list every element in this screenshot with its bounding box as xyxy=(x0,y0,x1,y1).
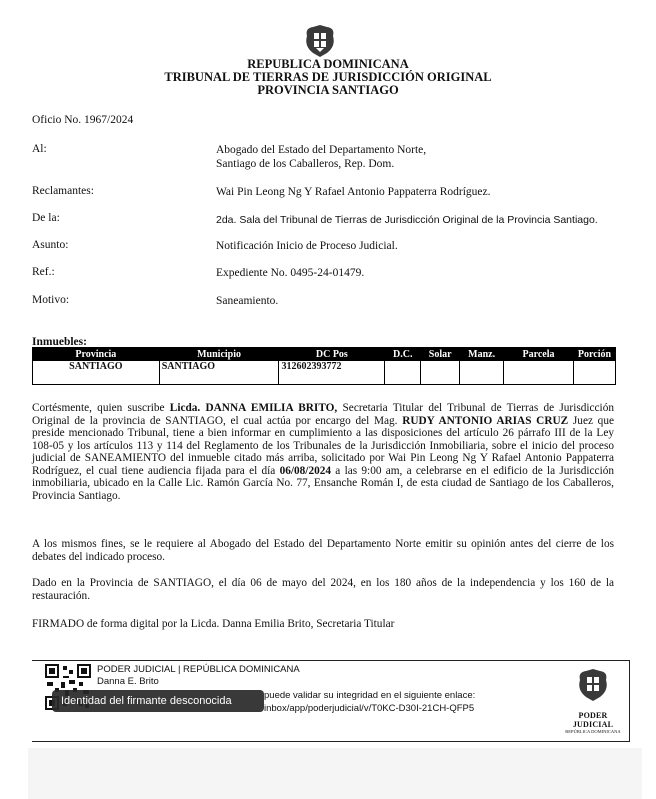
viewer-bottom-strip xyxy=(28,748,642,799)
table-header: Parcela xyxy=(504,348,574,361)
body-paragraph-2: A los mismos fines, se le requiere al Abogado del Estado del Departamento Norte emitir su opinión antes del cierre de los debates del indicado proceso. xyxy=(32,538,614,563)
header-line-2: TRIBUNAL DE TIERRAS DE JURISDICCIÓN ORIGINAL xyxy=(164,70,492,84)
validation-link[interactable]: inbox/app/poderjudicial/v/T0KC-D30I-21CH-QFP5 xyxy=(264,703,475,714)
table-header: DC Pos xyxy=(279,348,385,361)
table-cell: 312602393772 xyxy=(279,361,385,385)
body-text: a las 9:00 am, a celebrarse en el edificio de la Jurisdicción inmobiliaria, ubicado en la Calle Lic. Ramón García No. 77, Ensanche Román I, de esta ciudad de Santiago de los Caballeros, Provincia Santiago. xyxy=(32,464,615,502)
ref-label: Ref.: xyxy=(32,266,55,278)
body-text: Secretaria Titular del Tribunal de Tierras de Jurisdicción Original de la provincia de SANTIAGO, el cual actúa por encargo del Mag. xyxy=(32,402,614,427)
poder-judicial-logo xyxy=(562,668,624,734)
reclamantes-label: Reclamantes: xyxy=(32,185,94,197)
signer-identity-tooltip: Identidad del firmante desconocida xyxy=(52,690,264,712)
table-row xyxy=(33,361,616,385)
hearing-date: 06/08/2024 xyxy=(279,464,332,477)
table-cell xyxy=(504,361,574,385)
asunto-value: Notificación Inicio de Proceso Judicial. xyxy=(216,240,398,252)
logo-text-1: PODER JUDICIAL xyxy=(572,711,614,729)
motivo-value: Saneamiento. xyxy=(216,295,279,307)
table-cell: SANTIAGO xyxy=(33,361,160,385)
header-line-3: PROVINCIA SANTIAGO xyxy=(257,83,399,97)
table-cell: SANTIAGO xyxy=(159,361,279,385)
secretary-name: Licda. DANNA EMILIA BRITO, xyxy=(169,402,338,414)
header-line-1: REPUBLICA DOMINICANA xyxy=(247,57,409,71)
table-header: Manz. xyxy=(460,348,504,361)
table-header: Municipio xyxy=(159,348,279,361)
inmuebles-table xyxy=(32,347,616,385)
inmuebles-header-row xyxy=(33,348,616,361)
poder-judicial-seal-icon xyxy=(576,668,610,704)
inmuebles-title: Inmuebles: xyxy=(32,336,87,348)
oficio-number: Oficio No. 1967/2024 xyxy=(32,114,134,126)
al-value-line-1: Abogado del Estado del Departamento Norte, xyxy=(216,144,427,156)
table-header: D.C. xyxy=(385,348,421,361)
table-cell xyxy=(460,361,504,385)
table-header: Solar xyxy=(421,348,460,361)
al-value-line-2: Santiago de los Caballeros, Rep. Dom. xyxy=(216,158,395,170)
coat-of-arms-icon xyxy=(303,24,337,58)
table-header: Porción xyxy=(573,348,615,361)
validate-text: puede validar su integridad en el siguiente enlace: xyxy=(264,690,476,701)
dela-label: De la: xyxy=(32,212,60,224)
table-header: Provincia xyxy=(33,348,160,361)
asunto-label: Asunto: xyxy=(32,239,69,251)
al-label: Al: xyxy=(32,143,47,155)
logo-text-2: REPÚBLICA DOMINICANA xyxy=(565,729,621,734)
body-text: Cortésmente, quien suscribe xyxy=(32,402,170,414)
body-paragraph-3: Dado en la Provincia de SANTIAGO, el día 06 de mayo del 2024, en los 180 años de la independencia y los 160 de la restauración. xyxy=(32,577,614,602)
signature-statement: FIRMADO de forma digital por la Licda. Danna Emilia Brito, Secretaria Titular xyxy=(32,618,395,630)
motivo-label: Motivo: xyxy=(32,294,70,306)
judge-name: RUDY ANTONIO ARIAS CRUZ xyxy=(402,414,569,427)
table-cell xyxy=(573,361,615,385)
reclamantes-value: Wai Pin Leong Ng Y Rafael Antonio Pappaterra Rodríguez. xyxy=(216,186,491,198)
signature-org: PODER JUDICIAL | REPÚBLICA DOMINICANA xyxy=(97,664,300,675)
table-cell xyxy=(421,361,460,385)
dela-value: 2da. Sala del Tribunal de Tierras de Jurisdicción Original de la Provincia Santiago. xyxy=(216,214,598,226)
ref-value: Expediente No. 0495-24-01479. xyxy=(216,267,365,279)
signer-name: Danna E. Brito xyxy=(97,676,159,687)
body-paragraph-1 xyxy=(32,402,614,502)
body-text: Juez que preside mencionado Tribunal, tiene a bien informar en cumplimiento a las disposiciones del artículo 26 párrafo III de la Ley 108-05 y los artículos 113 y 114 del Reglamento de los Tribunales de la Jurisdicción Inmobiliaria, sobre el inicio del proceso judicial de SANEAMIENTO del inmueble citado más arriba, solicitado por Wai Pin Leong Ng Y Rafael Antonio Pappaterra Rodríguez, el cual tiene audiencia fijada para el día xyxy=(32,414,614,477)
table-cell xyxy=(385,361,421,385)
